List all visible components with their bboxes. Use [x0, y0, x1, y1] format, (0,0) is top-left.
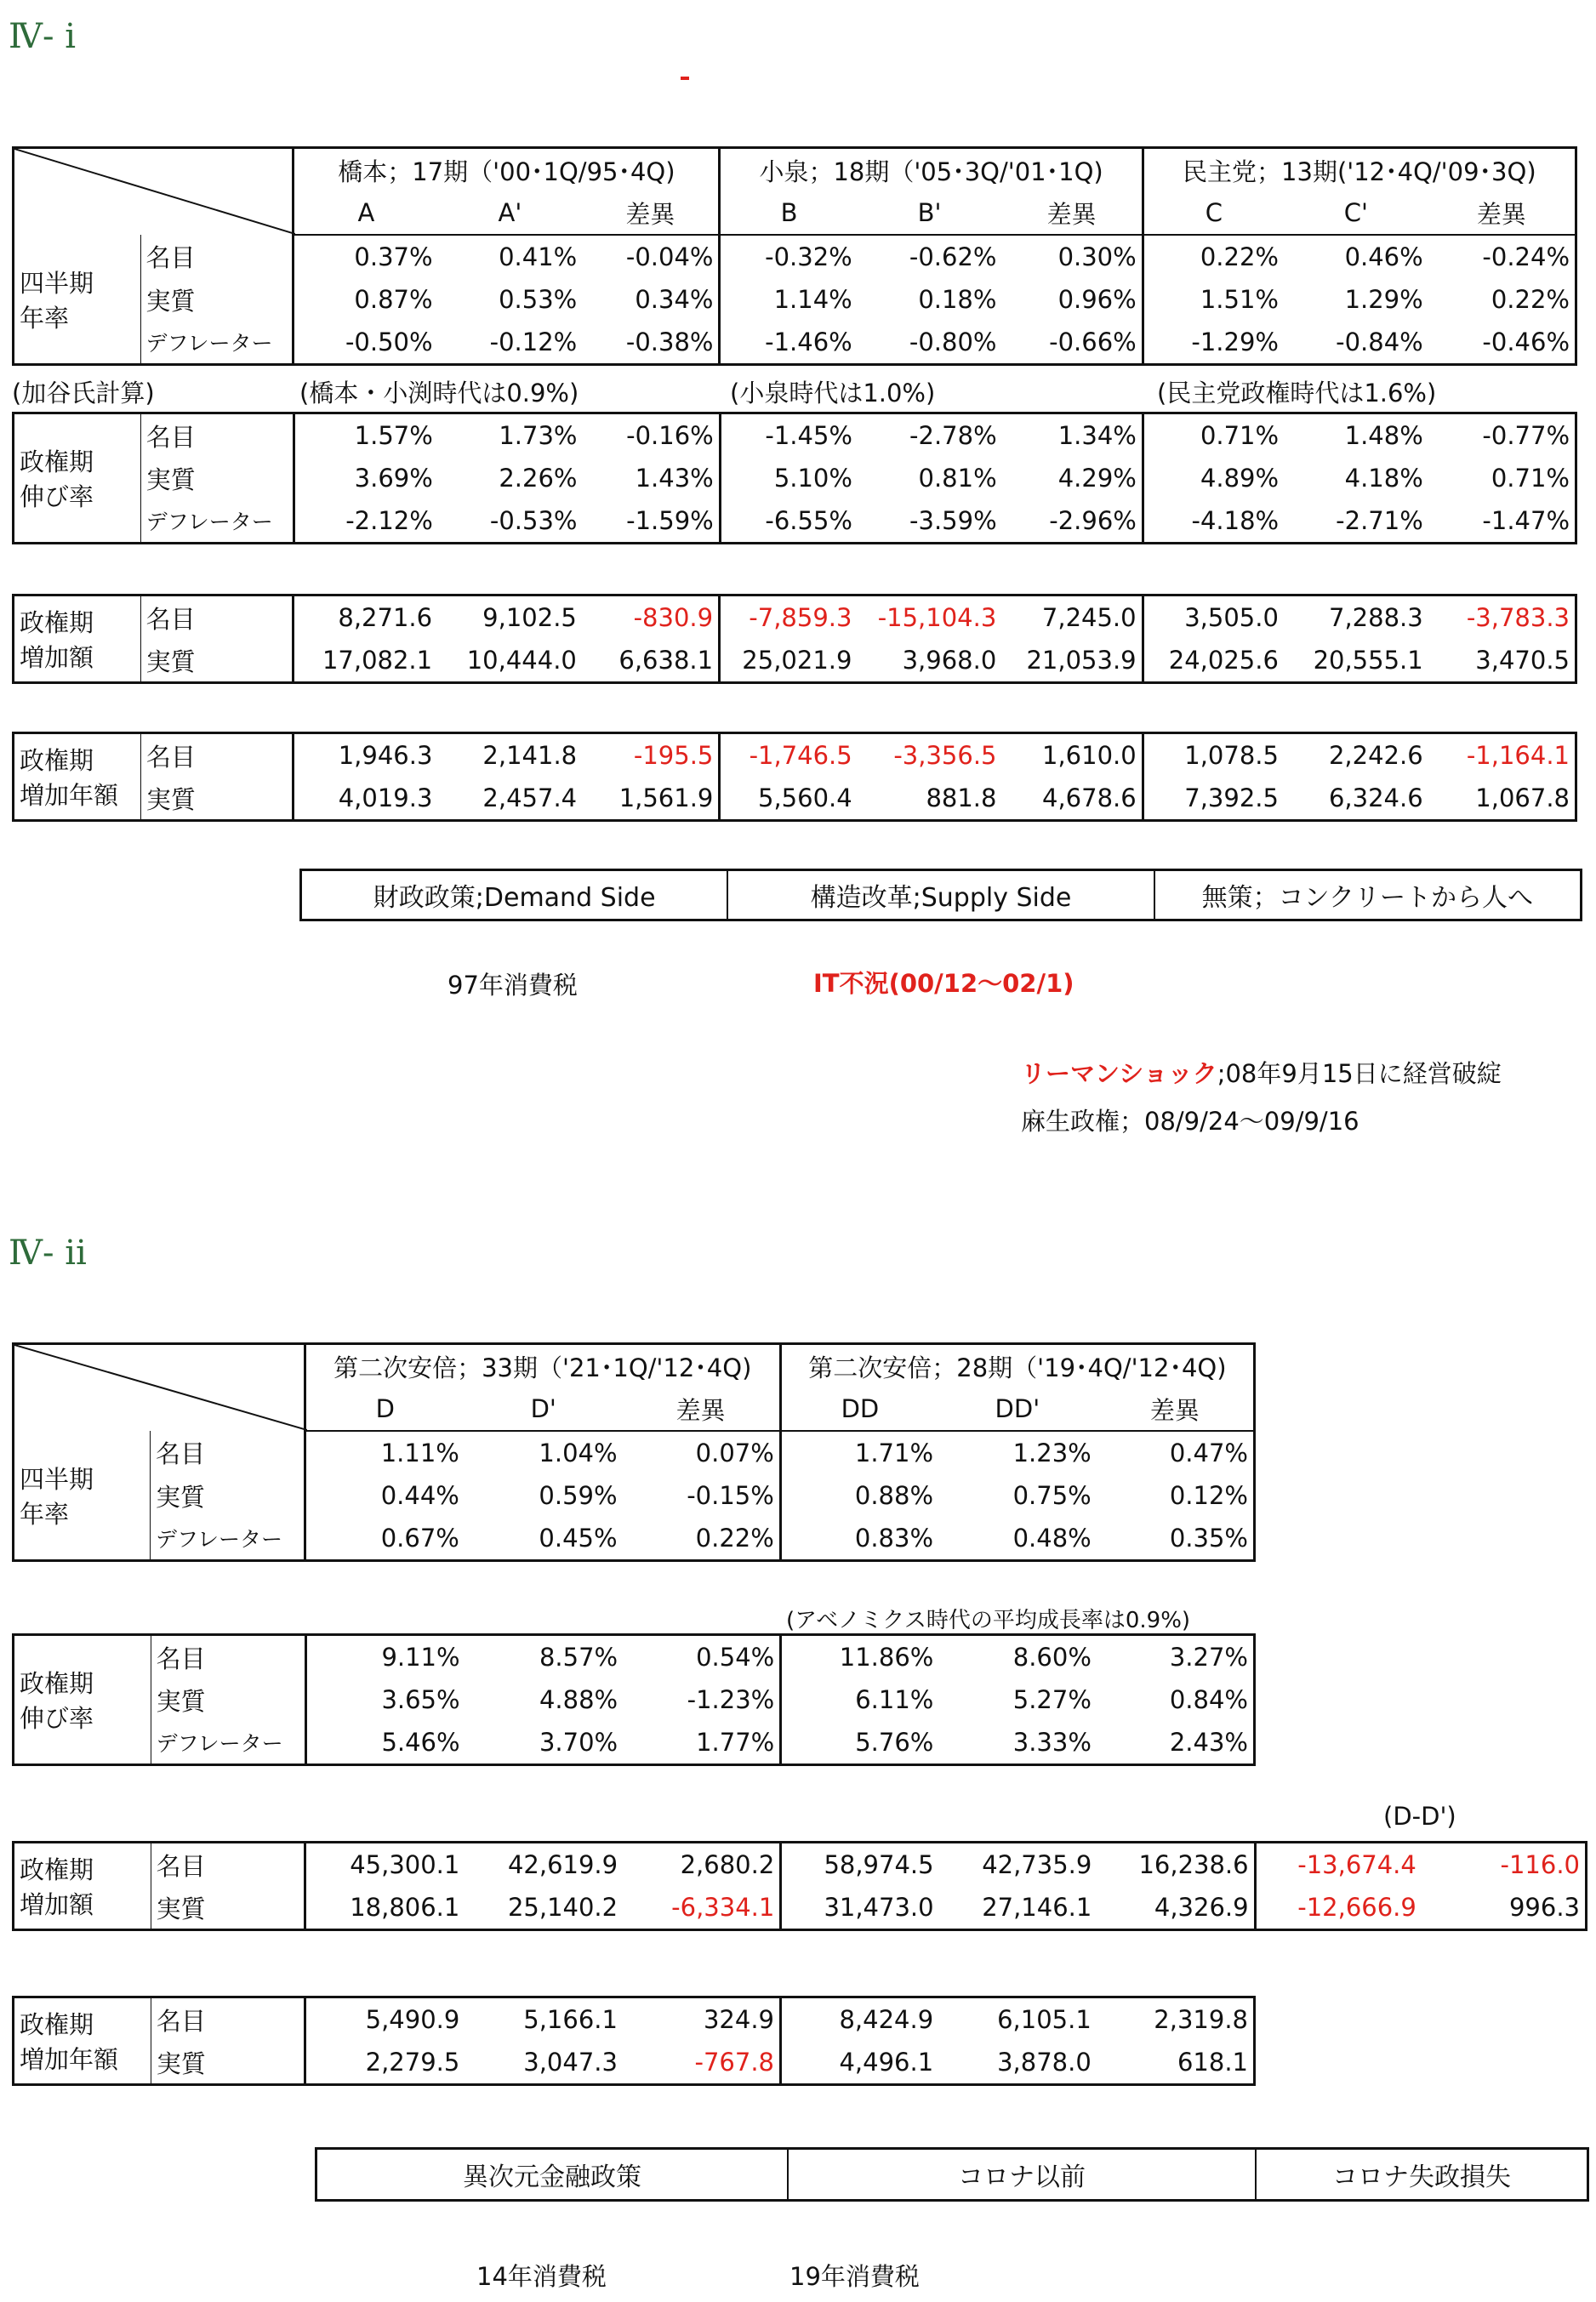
row-sub-label: 実質 — [145, 286, 196, 316]
col-header: D' — [465, 1387, 623, 1431]
diff-cell: -13,674.4 — [1255, 1843, 1422, 1887]
table-cell: 7,288.3 — [1329, 603, 1423, 632]
group-header: 第二次安倍；33期（'21･1Q/'12･4Q) — [305, 1344, 780, 1388]
table-cell: 1.77% — [696, 1728, 775, 1757]
table-cell: 0.12% — [1169, 1481, 1248, 1510]
table-cell: -4.18% — [1143, 499, 1284, 544]
table-cell: 6,638.1 — [618, 646, 714, 675]
table-cell: -1,164.1 — [1466, 741, 1570, 770]
table-cell: 25,021.9 — [720, 639, 858, 683]
table-cell: 11.86% — [781, 1635, 939, 1679]
table-cell: 17,082.1 — [293, 639, 437, 683]
row-group-label — [14, 1843, 151, 1930]
event-consumption-tax-14: 14年消費税 — [476, 2262, 607, 2291]
table-cell: -0.84% — [1336, 328, 1423, 356]
row-group-label — [14, 1635, 151, 1765]
table-annual-increase-1 — [12, 732, 1577, 822]
table-cell: 0.22% — [695, 1524, 774, 1553]
table-cell: 21,053.9 — [1026, 646, 1137, 675]
lehman-label: リーマンショック — [1021, 1059, 1217, 1088]
table-cell: 881.8 — [926, 783, 997, 812]
col-header: A — [294, 191, 438, 235]
row-sub-label: 名目 — [145, 243, 196, 272]
group-header: 橋本；17期（'00･1Q/95･4Q) — [294, 148, 720, 192]
row-group-label — [14, 1431, 151, 1561]
table-cell: 1.04% — [539, 1439, 618, 1467]
row-sub-label: 名目 — [145, 742, 196, 772]
table-row — [14, 1474, 1255, 1517]
table-cell: 3,878.0 — [997, 2048, 1092, 2077]
table-cell: -1.23% — [687, 1685, 775, 1714]
note-abenomics: (アベノミクス時代の平均成長率は0.9%) — [786, 1608, 1191, 1633]
table-cell: 0.47% — [1169, 1439, 1248, 1467]
table-cell: -0.38% — [625, 328, 714, 356]
table-cell: 3,968.0 — [902, 646, 997, 675]
table-cell: 1.51% — [1143, 278, 1284, 321]
row-sub-label: 名目 — [156, 1439, 206, 1468]
table-row — [14, 1886, 1587, 1930]
row-group-label-line: 四半期 — [20, 1464, 94, 1494]
event-it-recession: IT不況(00/12～02/1) — [813, 969, 1074, 998]
table-cell: 1.71% — [780, 1431, 938, 1474]
table-cell: -0.66% — [1049, 328, 1137, 356]
col-header: B — [720, 191, 858, 235]
table-cell: -2.71% — [1336, 506, 1423, 535]
row-sub-label: 名目 — [156, 1644, 206, 1673]
table-annual-increase-2 — [12, 1996, 1256, 2086]
table-cell: 1,610.0 — [1042, 741, 1137, 770]
diff-cell: -116.0 — [1500, 1850, 1580, 1879]
policy-label: 異次元金融政策 — [463, 2162, 641, 2192]
header-diagonal-cell — [14, 1344, 305, 1432]
row-group-label-line: 政権期 — [20, 2010, 94, 2039]
table-row — [14, 777, 1576, 821]
table-cell: -0.46% — [1482, 328, 1570, 356]
row-group-label — [14, 1997, 151, 2085]
table-growth-rate-1 — [12, 412, 1577, 544]
row-group-label-line: 政権期 — [20, 447, 94, 476]
note-koizumi: (小泉時代は1.0%) — [730, 379, 936, 407]
row-group-label-line: 政権期 — [20, 1855, 94, 1884]
table-cell: 7,392.5 — [1143, 777, 1284, 821]
table-cell: 6.11% — [781, 1678, 939, 1721]
table-cell: 8.57% — [539, 1643, 618, 1672]
row-group-label-line: 増加年額 — [20, 2045, 119, 2074]
table-cell: 5,560.4 — [720, 777, 858, 821]
policy-label: コロナ失政損失 — [1255, 2150, 1587, 2199]
table-cell: 1.48% — [1344, 421, 1423, 450]
table-cell: 1.43% — [635, 464, 714, 493]
table-row — [14, 1635, 1255, 1679]
row-sub-label: 実質 — [156, 1686, 206, 1716]
table-cell: 1,946.3 — [294, 733, 438, 778]
col-header: 差異 — [1097, 1387, 1255, 1431]
table-cell: 4.29% — [1057, 464, 1137, 493]
note-dpj: (民主党政権時代は1.6%) — [1157, 379, 1437, 407]
table-cell: 0.96% — [1057, 285, 1137, 314]
row-sub-label: デフレーター — [156, 1527, 283, 1552]
table-cell: 1.34% — [1057, 421, 1137, 450]
table-cell: 0.84% — [1169, 1685, 1248, 1714]
header-diagonal-cell — [14, 148, 294, 236]
table-cell: 0.71% — [1143, 413, 1284, 458]
table-row — [14, 278, 1576, 321]
group-header: 第二次安倍；28期（'19･4Q/'12･4Q) — [780, 1344, 1254, 1388]
policy-label: コロナ以前 — [787, 2150, 1255, 2199]
table-row — [14, 595, 1576, 640]
table-cell: 10,444.0 — [466, 646, 577, 675]
table-cell: -2.12% — [294, 499, 438, 544]
row-group-label-line: 年率 — [20, 1499, 70, 1529]
row-sub-label: 名目 — [145, 422, 196, 452]
row-sub-label: 実質 — [145, 784, 196, 814]
section-title-2: Ⅳ- ⅱ — [9, 1234, 87, 1273]
table-cell: 3.27% — [1169, 1643, 1248, 1672]
row-group-label-line: 増加年額 — [20, 781, 119, 810]
event-lehman — [1021, 1055, 1502, 1090]
table-cell: 8,424.9 — [781, 1997, 939, 2042]
table-cell: -0.50% — [294, 321, 438, 365]
table-cell: 4.18% — [1344, 464, 1423, 493]
table-cell: 0.88% — [780, 1474, 938, 1517]
policy-box-2 — [315, 2147, 1589, 2202]
policy-label: 財政政策;Demand Side — [373, 883, 656, 913]
event-aso: 麻生政権；08/9/24～09/9/16 — [1021, 1107, 1359, 1136]
table-cell: -830.9 — [633, 603, 714, 632]
table-cell: 5.27% — [1012, 1685, 1092, 1714]
table-cell: 4,326.9 — [1154, 1893, 1249, 1922]
table-cell: 0.22% — [1491, 285, 1570, 314]
table-cell: 2,457.4 — [482, 783, 578, 812]
row-group-label-line: 年率 — [20, 303, 70, 333]
table-quarterly-rate-1 — [12, 146, 1577, 366]
table-cell: -0.04% — [625, 242, 714, 271]
table-row — [14, 733, 1576, 778]
table-row — [14, 413, 1576, 458]
table-cell: 3.33% — [1012, 1728, 1092, 1757]
row-group-label-line: 伸び率 — [20, 1704, 94, 1733]
table-cell: 20,555.1 — [1313, 646, 1423, 675]
row-group-label-line: 政権期 — [20, 1669, 94, 1698]
row-group-label — [14, 595, 141, 683]
col-header: 差異 — [1001, 191, 1143, 235]
row-sub-label: デフレーター — [156, 1731, 283, 1756]
table-cell: -0.80% — [909, 328, 997, 356]
note-hashimoto: (橋本・小渕時代は0.9%) — [299, 379, 579, 407]
table-cell: 9,102.5 — [482, 603, 577, 632]
table-cell: -1,746.5 — [720, 733, 858, 778]
table-cell: 3.69% — [294, 457, 438, 499]
table-cell: 2,680.2 — [680, 1850, 775, 1879]
table-cell: -0.24% — [1482, 242, 1570, 271]
event-consumption-tax-19: 19年消費税 — [789, 2262, 920, 2291]
table-cell: -7,859.3 — [720, 595, 858, 640]
row-group-label-line: 政権期 — [20, 746, 94, 775]
table-cell: 4,019.3 — [294, 777, 438, 821]
group-header: 民主党；13期('12･4Q/'09･3Q) — [1143, 148, 1576, 192]
table-cell: 7,245.0 — [1041, 603, 1137, 632]
table-cell: -2.78% — [909, 421, 997, 450]
policy-box-1 — [299, 869, 1582, 921]
table-cell: 31,473.0 — [781, 1886, 939, 1930]
table-cell: 0.87% — [294, 278, 438, 321]
table-cell: -1.59% — [626, 506, 714, 535]
table-cell: 0.67% — [305, 1517, 465, 1561]
table-row — [14, 1843, 1587, 1887]
table-cell: 1.57% — [294, 413, 438, 458]
table-cell: 0.59% — [539, 1481, 618, 1510]
table-cell: 4,678.6 — [1042, 783, 1137, 812]
policy-label: 構造改革;Supply Side — [727, 871, 1153, 919]
table-cell: 2,141.8 — [482, 741, 578, 770]
row-sub-label: 実質 — [156, 2048, 206, 2078]
table-cell: 0.83% — [780, 1517, 938, 1561]
table-cell: -0.77% — [1482, 421, 1570, 450]
row-group-label-line: 増加額 — [20, 643, 94, 672]
table-cell: -6,334.1 — [671, 1893, 775, 1922]
dd-diff-label: (D-D') — [1383, 1802, 1456, 1831]
table-cell: 0.81% — [918, 464, 997, 493]
table-cell: 0.18% — [918, 285, 997, 314]
table-cell: 0.37% — [294, 235, 438, 278]
row-group-label — [14, 235, 141, 365]
row-sub-label: 実質 — [145, 464, 196, 494]
diff-cell: -12,666.9 — [1255, 1886, 1422, 1930]
col-header: DD' — [938, 1387, 1097, 1431]
table-cell: -1.46% — [720, 321, 858, 365]
table-cell: 0.07% — [695, 1439, 774, 1467]
row-group-label-line: 増加額 — [20, 1890, 94, 1919]
table-row — [14, 1678, 1255, 1721]
table-cell: 45,300.1 — [305, 1843, 465, 1887]
table-cell: -1.29% — [1143, 321, 1284, 365]
row-sub-label: 実質 — [145, 647, 196, 676]
row-sub-label: デフレーター — [145, 331, 273, 356]
row-sub-label: 名目 — [156, 2006, 206, 2036]
table-cell: 0.44% — [305, 1474, 465, 1517]
table-cell: -0.53% — [489, 506, 578, 535]
table-cell: 0.30% — [1057, 242, 1137, 271]
table-growth-rate-2 — [12, 1633, 1256, 1766]
table-cell: -15,104.3 — [877, 603, 997, 632]
col-header: A' — [438, 191, 583, 235]
table-cell: 18,806.1 — [305, 1886, 465, 1930]
table-cell: 5.76% — [781, 1721, 939, 1765]
table-cell: 9.11% — [305, 1635, 465, 1679]
table-cell: -767.8 — [694, 2048, 775, 2077]
table-cell: -3.59% — [909, 506, 997, 535]
row-sub-label: 実質 — [156, 1894, 206, 1923]
policy-label: 無策；コンクリートから人へ — [1154, 871, 1580, 919]
table-cell: 8,271.6 — [293, 595, 437, 640]
table-cell: 1,078.5 — [1143, 733, 1284, 778]
table-cell: 58,974.5 — [781, 1843, 939, 1887]
table-cell: -0.12% — [489, 328, 578, 356]
row-group-label — [14, 413, 141, 544]
lehman-detail: ;08年9月15日に経営破綻 — [1217, 1059, 1502, 1088]
row-sub-label: 名目 — [145, 604, 196, 634]
table-cell: 3,047.3 — [523, 2048, 618, 2077]
table-increase-1 — [12, 594, 1577, 684]
table-cell: 0.46% — [1344, 242, 1423, 271]
col-header: DD — [780, 1387, 938, 1431]
table-cell: 0.45% — [539, 1524, 618, 1553]
table-row — [14, 1431, 1255, 1474]
table-cell: 0.75% — [1012, 1481, 1092, 1510]
table-cell: 3.65% — [305, 1678, 465, 1721]
table-cell: 42,735.9 — [982, 1850, 1092, 1879]
table-cell: 1.73% — [499, 421, 578, 450]
row-sub-label: デフレーター — [145, 510, 273, 534]
table-row — [14, 235, 1576, 278]
table-cell: 5.46% — [305, 1721, 465, 1765]
table-row — [14, 321, 1576, 365]
table-row — [14, 499, 1576, 544]
row-group-label-line: 伸び率 — [20, 482, 94, 511]
col-header: 差異 — [1428, 191, 1576, 235]
table-cell: -6.55% — [720, 499, 858, 544]
table-cell: 0.71% — [1491, 464, 1570, 493]
table-cell: 2,279.5 — [305, 2041, 465, 2085]
col-header: C — [1143, 191, 1284, 235]
table-cell: 6,324.6 — [1328, 783, 1423, 812]
table-quarterly-rate-2 — [12, 1342, 1256, 1562]
table-cell: 4.88% — [539, 1685, 618, 1714]
table-cell: 0.53% — [499, 285, 578, 314]
table-cell: -3,783.3 — [1466, 603, 1570, 632]
col-header: C' — [1284, 191, 1428, 235]
table-cell: 0.22% — [1143, 235, 1284, 278]
col-header: B' — [858, 191, 1002, 235]
table-row — [14, 457, 1576, 499]
col-header: D — [305, 1387, 465, 1431]
table-cell: 2,319.8 — [1154, 2005, 1248, 2034]
table-cell: 16,238.6 — [1138, 1850, 1249, 1879]
col-header: 差異 — [582, 191, 720, 235]
table-cell: 2,242.6 — [1328, 741, 1423, 770]
table-cell: 1,561.9 — [618, 783, 714, 812]
table-cell: 5.10% — [720, 457, 858, 499]
table-cell: 42,619.9 — [507, 1850, 618, 1879]
table-cell: 1,067.8 — [1475, 783, 1570, 812]
table-cell: -3,356.5 — [893, 741, 997, 770]
table-cell: 5,166.1 — [523, 2005, 618, 2034]
table-cell: 1.23% — [1012, 1439, 1092, 1467]
table-cell: 0.34% — [635, 285, 714, 314]
col-header: 差異 — [623, 1387, 781, 1431]
table-cell: 25,140.2 — [507, 1893, 618, 1922]
table-cell: -195.5 — [633, 741, 714, 770]
row-sub-label: 実質 — [156, 1482, 206, 1512]
table-cell: 0.35% — [1169, 1524, 1248, 1553]
table-cell: -1.45% — [720, 413, 858, 458]
table-cell: 24,025.6 — [1143, 639, 1284, 683]
table-cell: -0.62% — [909, 242, 997, 271]
group-header: 小泉；18期（'05･3Q/'01･1Q) — [720, 148, 1143, 192]
diff-cell: 996.3 — [1508, 1893, 1580, 1922]
table-cell: 6,105.1 — [997, 2005, 1092, 2034]
table-cell: 5,490.9 — [305, 1997, 465, 2042]
table-row — [14, 1997, 1255, 2042]
row-group-label — [14, 733, 141, 821]
row-sub-label: 名目 — [156, 1851, 206, 1881]
table-cell: 1.11% — [305, 1431, 465, 1474]
table-cell: 27,146.1 — [982, 1893, 1092, 1922]
table-cell: 618.1 — [1177, 2048, 1248, 2077]
table-cell: 8.60% — [1012, 1643, 1092, 1672]
table-cell: -0.32% — [720, 235, 858, 278]
row-group-label-line: 四半期 — [20, 268, 94, 298]
table-cell: 3,470.5 — [1475, 646, 1570, 675]
table-row — [14, 2041, 1255, 2085]
table-cell: 2.43% — [1169, 1728, 1248, 1757]
section-title-1: Ⅳ- ⅰ — [9, 17, 76, 56]
table-cell: 3.70% — [539, 1728, 618, 1757]
table-cell: 0.54% — [696, 1643, 775, 1672]
table-row — [14, 1517, 1255, 1561]
table-cell: 2.26% — [499, 464, 578, 493]
row-group-label-line: 政権期 — [20, 608, 94, 637]
table-row — [14, 639, 1576, 683]
event-consumption-tax-97: 97年消費税 — [447, 971, 578, 1000]
table-cell: 4.89% — [1143, 457, 1284, 499]
table-cell: 4,496.1 — [781, 2041, 939, 2085]
table-increase-2 — [12, 1841, 1587, 1931]
table-cell: -0.16% — [626, 421, 714, 450]
table-cell: -1.47% — [1482, 506, 1570, 535]
table-cell: 1.29% — [1344, 285, 1423, 314]
red-mark — [681, 77, 689, 80]
table-cell: 324.9 — [703, 2005, 775, 2034]
table-row — [14, 1721, 1255, 1765]
table-cell: -2.96% — [1049, 506, 1137, 535]
table-cell: -0.15% — [687, 1481, 774, 1510]
table-cell: 0.48% — [1012, 1524, 1092, 1553]
note-source: (加谷氏計算) — [12, 379, 155, 407]
table-cell: 0.41% — [499, 242, 578, 271]
table-cell: 1.14% — [720, 278, 858, 321]
table-cell: 3,505.0 — [1143, 595, 1284, 640]
